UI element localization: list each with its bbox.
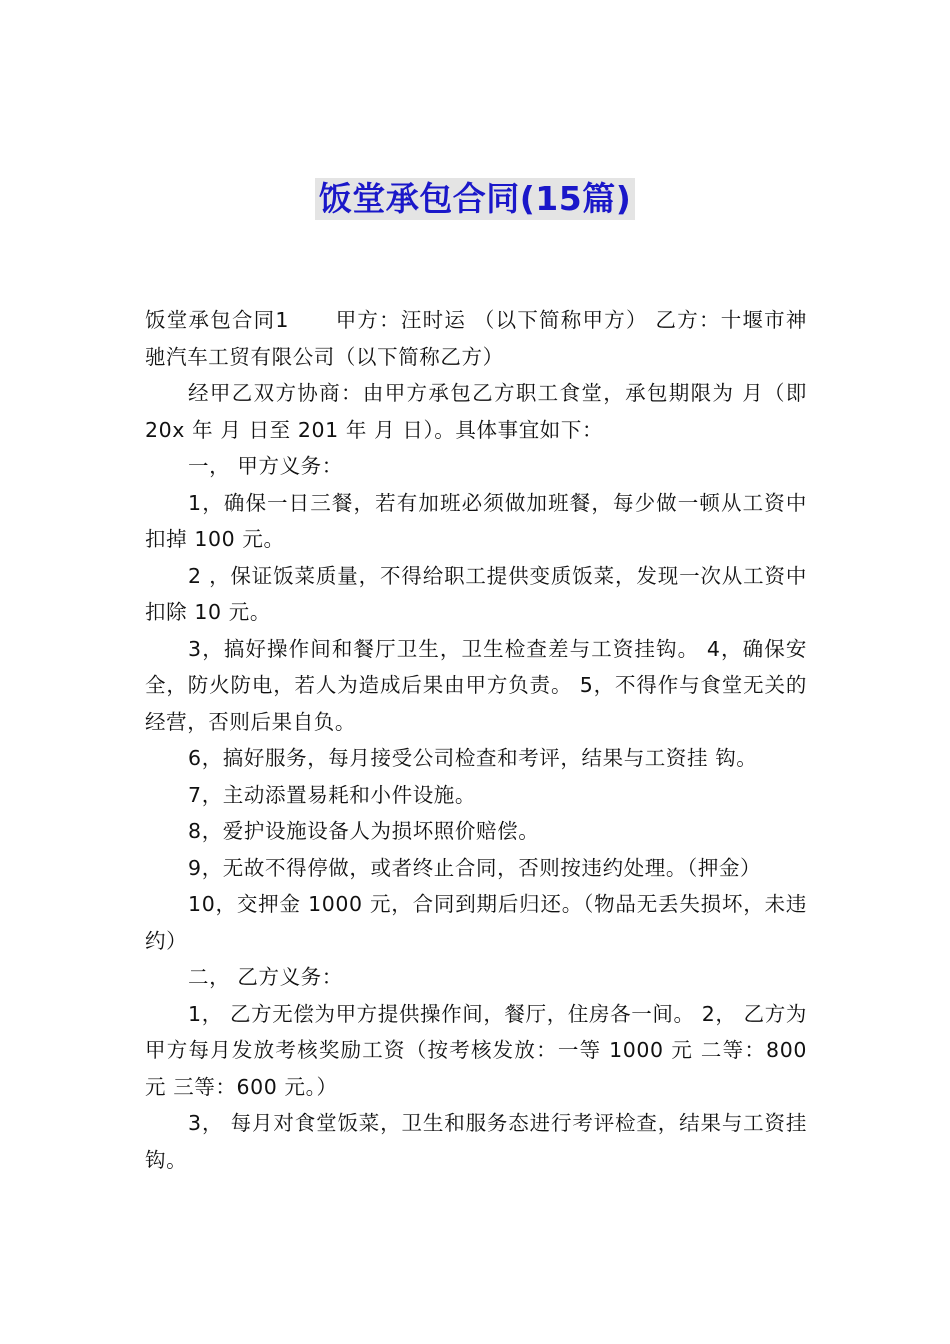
clause: 2 ，保证饭菜质量，不得给职工提供变质饭菜，发现一次从工资中扣除 10 元。	[145, 563, 807, 624]
clause: 3， 每月对食堂饭菜，卫生和服务态进行考评检查，结果与工资挂钩。	[145, 1111, 807, 1172]
document-title: 饭堂承包合同(15篇)	[315, 178, 636, 220]
clause: 8，爱护设施设备人为损坏照价赔偿。	[188, 819, 540, 843]
clause: 1， 乙方无偿为甲方提供操作间，餐厅，住房各一间。 2， 乙方为甲方每月发放考核奖励工资（按考核发放：一等 1000 元 二等：800 元 三等：600 元。）	[145, 1001, 807, 1099]
clause: 1，确保一日三餐，若有加班必须做加班餐，每少做一顿从工资中扣掉 100 元。	[145, 490, 807, 551]
section-heading: 二， 乙方义务：	[188, 965, 343, 989]
section-heading: 一， 甲方义务：	[188, 454, 343, 478]
lead-rest: 甲方：汪时运 （以下简称甲方） 乙方：十堰市神驰汽车工贸有限公司（以下简称乙方）	[145, 308, 807, 369]
lead-label: 饭堂承包合同1	[145, 308, 290, 332]
clause: 6，搞好服务，每月接受公司检查和考评，结果与工资挂 钩。	[188, 746, 758, 770]
clause: 10，交押金 1000 元，合同到期后归还。（物品无丢失损坏，未违约）	[145, 892, 807, 953]
clause: 9，无故不得停做，或者终止合同，否则按违约处理。（押金）	[188, 855, 762, 880]
paragraph: 经甲乙双方协商：由甲方承包乙方职工食堂，承包期限为 月（即 20x 年 月 日至 201 年 月 日）。具体事宜如下：	[145, 381, 807, 442]
lead-paragraph	[145, 302, 807, 375]
clause: 3，搞好操作间和餐厅卫生，卫生检查差与工资挂钩。 4，确保安全，防火防电，若人为造成后果由甲方负责。 5，不得作与食堂无关的经营，否则后果自负。	[145, 636, 807, 734]
clause: 7，主动添置易耗和小件设施。	[188, 782, 476, 807]
document-body	[145, 302, 807, 1178]
title-block	[0, 178, 950, 220]
